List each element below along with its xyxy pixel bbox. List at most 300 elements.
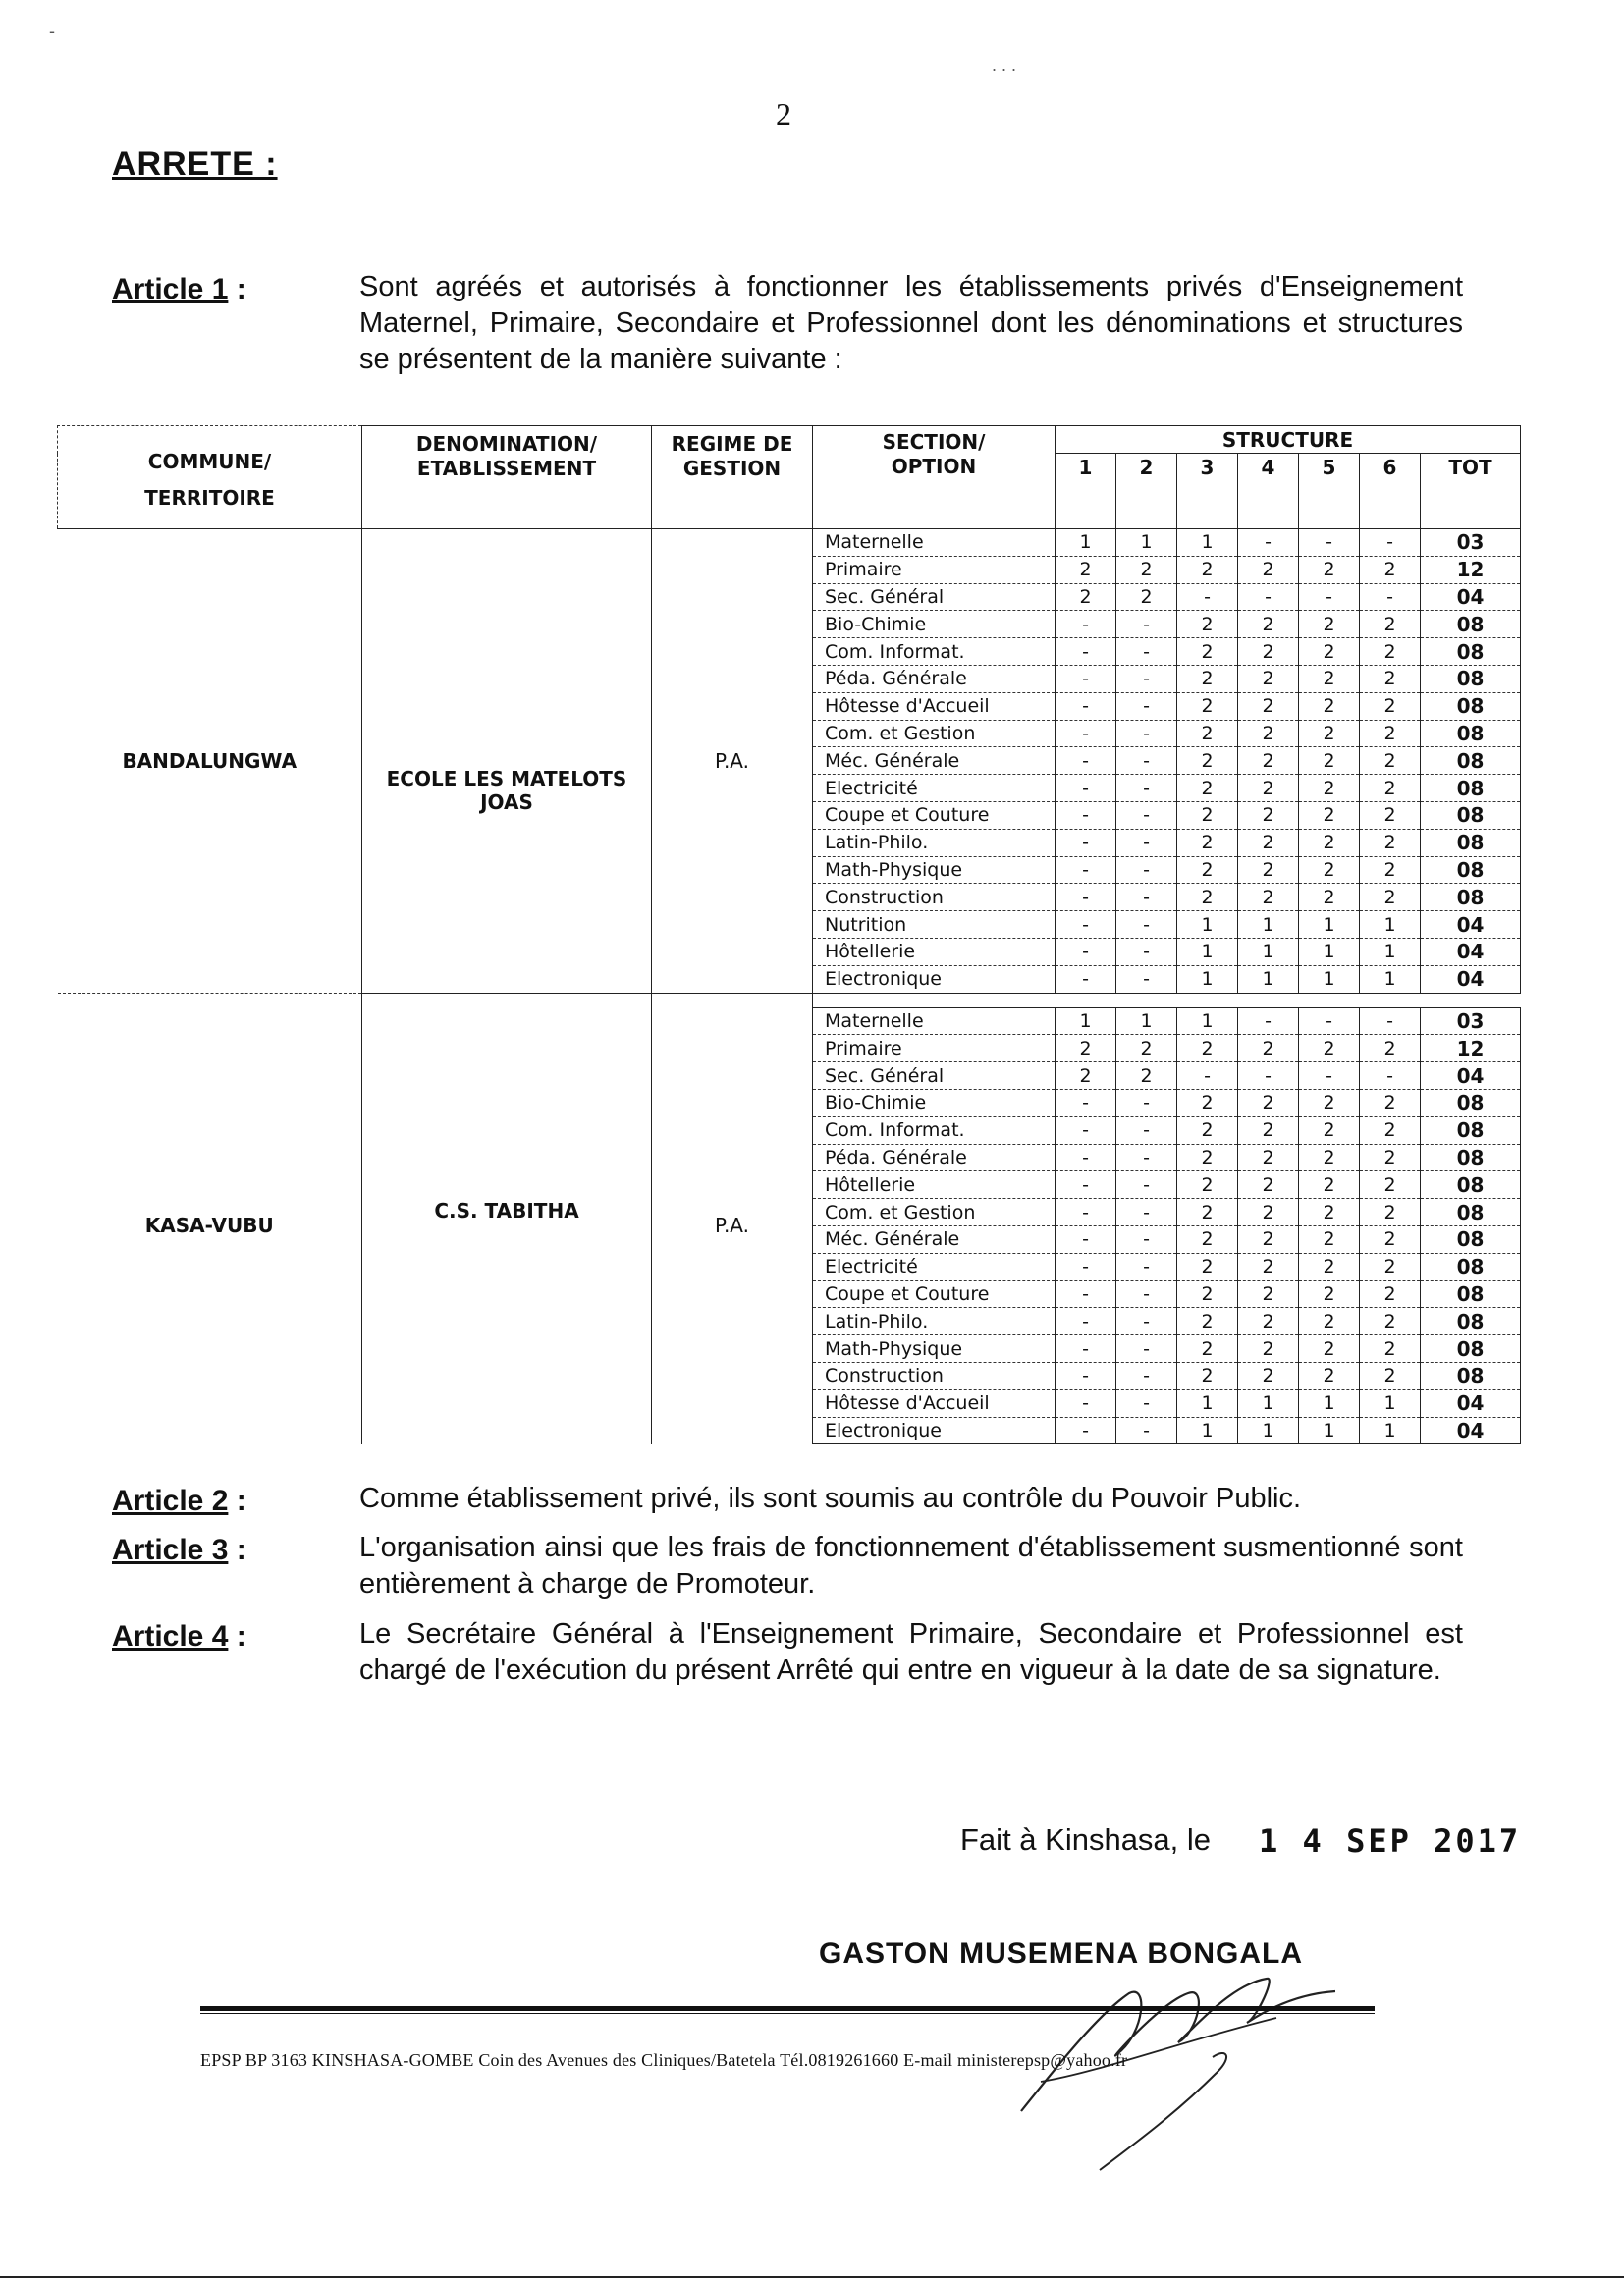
school-name-cell	[362, 1007, 652, 1444]
separator-cell	[1177, 993, 1238, 1007]
grade-1-cell: -	[1056, 638, 1116, 666]
section-option-cell: Electronique	[813, 1417, 1056, 1444]
separator-cell	[1056, 993, 1116, 1007]
grade-3-cell: 2	[1177, 1280, 1238, 1308]
grade-5-cell: 2	[1299, 692, 1360, 720]
grade-3-cell: 2	[1177, 665, 1238, 692]
grade-1-cell: 2	[1056, 583, 1116, 611]
regime-cell: P.A.	[652, 529, 813, 994]
grade-6-cell: -	[1360, 1062, 1421, 1090]
grade-1-cell: -	[1056, 884, 1116, 911]
section-option-cell: Méc. Générale	[813, 1225, 1056, 1253]
section-option-cell: Maternelle	[813, 1007, 1056, 1035]
header-grade-3: 3	[1177, 454, 1238, 529]
grade-4-cell: 2	[1238, 611, 1299, 638]
grade-3-cell: 2	[1177, 1199, 1238, 1226]
grade-5-cell: 2	[1299, 856, 1360, 884]
grade-6-cell: 1	[1360, 911, 1421, 939]
article-3-text: L'organisation ainsi que les frais de fonctionnement d'établissement susmentionné sont entièrement à charge de Promoteur.	[359, 1532, 1463, 1600]
school-name-line: ECOLE LES MATELOTS	[386, 766, 627, 790]
grade-2-cell: 1	[1116, 1007, 1177, 1035]
total-cell: 08	[1421, 884, 1521, 911]
grade-6-cell: 2	[1360, 1362, 1421, 1389]
grade-6-cell: 2	[1360, 856, 1421, 884]
grade-5-cell: 2	[1299, 747, 1360, 775]
commune-cell: BANDALUNGWA	[58, 529, 362, 994]
grade-2-cell: -	[1116, 1225, 1177, 1253]
grade-4-cell: 1	[1238, 1389, 1299, 1417]
grade-2-cell: -	[1116, 1199, 1177, 1226]
grade-4-cell: 2	[1238, 856, 1299, 884]
grade-4-cell: -	[1238, 583, 1299, 611]
grade-5-cell: 2	[1299, 1362, 1360, 1389]
grade-5-cell: 2	[1299, 1171, 1360, 1199]
grade-5-cell: 2	[1299, 829, 1360, 856]
section-option-cell: Méc. Générale	[813, 747, 1056, 775]
grade-3-cell: 2	[1177, 720, 1238, 747]
table-body	[58, 529, 1521, 1444]
grade-3-cell: 1	[1177, 1007, 1238, 1035]
grade-1-cell: -	[1056, 1280, 1116, 1308]
article-4-text: Le Secrétaire Général à l'Enseignement Primaire, Secondaire et Professionnel est chargé de l'exécution du présent Arrêté qui entre en vigueur à la date de sa signature.	[359, 1618, 1463, 1686]
total-cell: 03	[1421, 1007, 1521, 1035]
grade-1-cell: -	[1056, 1335, 1116, 1363]
grade-5-cell: 2	[1299, 775, 1360, 802]
school-name-cell	[362, 529, 652, 994]
grade-4-cell: 2	[1238, 556, 1299, 583]
total-cell: 08	[1421, 611, 1521, 638]
header-section: SECTION/ OPTION	[813, 426, 1056, 529]
separator-cell	[1299, 993, 1360, 1007]
article-2-label: Article 2 :	[112, 1485, 246, 1517]
grade-3-cell: 1	[1177, 911, 1238, 939]
total-cell: 08	[1421, 1144, 1521, 1171]
table-row	[58, 529, 1521, 557]
grade-6-cell: 2	[1360, 1116, 1421, 1144]
grade-2-cell: -	[1116, 856, 1177, 884]
article-4-label: Article 4 :	[112, 1620, 246, 1653]
grade-4-cell: 1	[1238, 965, 1299, 993]
grade-4-cell: 2	[1238, 1308, 1299, 1335]
total-cell: 12	[1421, 1035, 1521, 1062]
section-option-cell: Sec. Général	[813, 583, 1056, 611]
grade-5-cell: 2	[1299, 611, 1360, 638]
total-cell: 08	[1421, 692, 1521, 720]
grade-6-cell: 2	[1360, 1035, 1421, 1062]
header-commune: COMMUNE/ TERRITOIRE	[58, 426, 362, 529]
grade-3-cell: 2	[1177, 1035, 1238, 1062]
section-option-cell: Coupe et Couture	[813, 1280, 1056, 1308]
grade-6-cell: -	[1360, 583, 1421, 611]
grade-5-cell: 2	[1299, 1144, 1360, 1171]
total-cell: 08	[1421, 1116, 1521, 1144]
total-cell: 08	[1421, 1171, 1521, 1199]
separator-cell	[813, 993, 1056, 1007]
grade-1-cell: -	[1056, 611, 1116, 638]
grade-1-cell: -	[1056, 801, 1116, 829]
total-cell: 04	[1421, 938, 1521, 965]
header-grade-1: 1	[1056, 454, 1116, 529]
grade-4-cell: 1	[1238, 938, 1299, 965]
grade-6-cell: 2	[1360, 1308, 1421, 1335]
grade-3-cell: 2	[1177, 611, 1238, 638]
separator-cell	[1238, 993, 1299, 1007]
school-name-line: C.S. TABITHA	[434, 1199, 579, 1223]
separator-cell	[1360, 993, 1421, 1007]
section-option-cell: Primaire	[813, 1035, 1056, 1062]
separator-cell	[362, 993, 652, 1007]
section-option-cell: Hôtellerie	[813, 1171, 1056, 1199]
grade-3-cell: 1	[1177, 1389, 1238, 1417]
section-option-cell: Maternelle	[813, 529, 1056, 557]
grade-5-cell: -	[1299, 583, 1360, 611]
grade-6-cell: 2	[1360, 692, 1421, 720]
grade-3-cell: 1	[1177, 965, 1238, 993]
total-cell: 08	[1421, 801, 1521, 829]
grade-2-cell: -	[1116, 965, 1177, 993]
grade-3-cell: 2	[1177, 775, 1238, 802]
grade-2-cell: 2	[1116, 1035, 1177, 1062]
grade-4-cell: 2	[1238, 829, 1299, 856]
total-cell: 04	[1421, 1417, 1521, 1444]
total-cell: 08	[1421, 1089, 1521, 1116]
grade-1-cell: 1	[1056, 1007, 1116, 1035]
total-cell: 04	[1421, 1062, 1521, 1090]
grade-6-cell: 2	[1360, 775, 1421, 802]
total-cell: 08	[1421, 747, 1521, 775]
grade-4-cell: 2	[1238, 665, 1299, 692]
grade-4-cell: 2	[1238, 1362, 1299, 1389]
grade-4-cell: 2	[1238, 747, 1299, 775]
grade-4-cell: -	[1238, 1007, 1299, 1035]
grade-4-cell: 2	[1238, 1171, 1299, 1199]
grade-2-cell: -	[1116, 1171, 1177, 1199]
grade-4-cell: 2	[1238, 1035, 1299, 1062]
grade-6-cell: 2	[1360, 1144, 1421, 1171]
grade-3-cell: 2	[1177, 1253, 1238, 1280]
grade-1-cell: -	[1056, 665, 1116, 692]
section-option-cell: Péda. Générale	[813, 665, 1056, 692]
section-option-cell: Hôtesse d'Accueil	[813, 692, 1056, 720]
article-3-label: Article 3 :	[112, 1534, 246, 1566]
header-grade-2: 2	[1116, 454, 1177, 529]
decree-heading: ARRETE :	[112, 145, 278, 183]
grade-3-cell: 1	[1177, 1417, 1238, 1444]
grade-5-cell: 2	[1299, 1280, 1360, 1308]
school-name-line: JOAS	[480, 789, 533, 814]
grade-4-cell: 2	[1238, 720, 1299, 747]
grade-1-cell: -	[1056, 1171, 1116, 1199]
section-option-cell: Hôtellerie	[813, 938, 1056, 965]
grade-1-cell: -	[1056, 1144, 1116, 1171]
grade-3-cell: 1	[1177, 938, 1238, 965]
grade-1-cell: -	[1056, 1253, 1116, 1280]
total-cell: 08	[1421, 829, 1521, 856]
total-cell: 04	[1421, 1389, 1521, 1417]
section-option-cell: Construction	[813, 884, 1056, 911]
grade-5-cell: -	[1299, 1062, 1360, 1090]
grade-5-cell: 2	[1299, 1308, 1360, 1335]
grade-2-cell: -	[1116, 1308, 1177, 1335]
section-option-cell: Hôtesse d'Accueil	[813, 1389, 1056, 1417]
grade-3-cell: 2	[1177, 1225, 1238, 1253]
grade-1-cell: -	[1056, 1417, 1116, 1444]
total-cell: 08	[1421, 638, 1521, 666]
place-date-text: Fait à Kinshasa, le	[960, 1822, 1212, 1857]
total-cell: 08	[1421, 1335, 1521, 1363]
grade-3-cell: 2	[1177, 1116, 1238, 1144]
total-cell: 03	[1421, 529, 1521, 557]
total-cell: 08	[1421, 1280, 1521, 1308]
grade-4-cell: -	[1238, 529, 1299, 557]
grade-2-cell: -	[1116, 638, 1177, 666]
grade-4-cell: 2	[1238, 1199, 1299, 1226]
total-cell: 04	[1421, 583, 1521, 611]
grade-5-cell: 2	[1299, 1253, 1360, 1280]
table-row	[58, 1007, 1521, 1035]
grade-1-cell: -	[1056, 829, 1116, 856]
header-denomination: DENOMINATION/ ETABLISSEMENT	[362, 426, 652, 529]
total-cell: 08	[1421, 856, 1521, 884]
grade-6-cell: 2	[1360, 556, 1421, 583]
grade-2-cell: -	[1116, 692, 1177, 720]
grade-1-cell: 1	[1056, 529, 1116, 557]
grade-6-cell: 1	[1360, 1389, 1421, 1417]
grade-3-cell: 2	[1177, 747, 1238, 775]
article-1-label: Article 1 :	[112, 273, 246, 305]
grade-5-cell: 2	[1299, 1116, 1360, 1144]
section-option-cell: Com. Informat.	[813, 638, 1056, 666]
grade-4-cell: 2	[1238, 1335, 1299, 1363]
grade-1-cell: -	[1056, 1089, 1116, 1116]
grade-5-cell: 1	[1299, 1389, 1360, 1417]
grade-1-cell: 2	[1056, 1062, 1116, 1090]
section-option-cell: Coupe et Couture	[813, 801, 1056, 829]
grade-3-cell: 1	[1177, 529, 1238, 557]
grade-6-cell: 2	[1360, 801, 1421, 829]
grade-4-cell: 1	[1238, 911, 1299, 939]
grade-2-cell: -	[1116, 938, 1177, 965]
grade-2-cell: -	[1116, 884, 1177, 911]
grade-4-cell: 2	[1238, 692, 1299, 720]
grade-4-cell: 2	[1238, 1089, 1299, 1116]
grade-6-cell: 2	[1360, 611, 1421, 638]
grade-2-cell: -	[1116, 720, 1177, 747]
header-grade-6: 6	[1360, 454, 1421, 529]
article-2-text: Comme établissement privé, ils sont soumis au contrôle du Pouvoir Public.	[359, 1483, 1302, 1514]
grade-1-cell: -	[1056, 1389, 1116, 1417]
grade-6-cell: 2	[1360, 1171, 1421, 1199]
section-option-cell: Primaire	[813, 556, 1056, 583]
grade-5-cell: 2	[1299, 638, 1360, 666]
grade-2-cell: 2	[1116, 583, 1177, 611]
grade-3-cell: 2	[1177, 638, 1238, 666]
page-bottom-edge	[0, 2276, 1624, 2278]
header-grade-4: 4	[1238, 454, 1299, 529]
grade-6-cell: 1	[1360, 965, 1421, 993]
grade-6-cell: 2	[1360, 829, 1421, 856]
section-option-cell: Sec. Général	[813, 1062, 1056, 1090]
grade-4-cell: 1	[1238, 1417, 1299, 1444]
grade-5-cell: -	[1299, 1007, 1360, 1035]
section-option-cell: Com. Informat.	[813, 1116, 1056, 1144]
total-cell: 12	[1421, 556, 1521, 583]
grade-3-cell: 2	[1177, 1308, 1238, 1335]
grade-4-cell: -	[1238, 1062, 1299, 1090]
footer-rule	[200, 2006, 1375, 2011]
grade-4-cell: 2	[1238, 1144, 1299, 1171]
grade-3-cell: 2	[1177, 801, 1238, 829]
grade-3-cell: 2	[1177, 1144, 1238, 1171]
grade-3-cell: 2	[1177, 1362, 1238, 1389]
grade-2-cell: 1	[1116, 529, 1177, 557]
grade-1-cell: -	[1056, 938, 1116, 965]
grade-4-cell: 2	[1238, 775, 1299, 802]
grade-6-cell: 2	[1360, 1089, 1421, 1116]
grade-1-cell: -	[1056, 1308, 1116, 1335]
grade-5-cell: 1	[1299, 965, 1360, 993]
section-option-cell: Electricité	[813, 775, 1056, 802]
grade-2-cell: -	[1116, 775, 1177, 802]
total-cell: 08	[1421, 720, 1521, 747]
separator-cell	[652, 993, 813, 1007]
grade-1-cell: -	[1056, 775, 1116, 802]
grade-6-cell: 2	[1360, 1335, 1421, 1363]
grade-1-cell: -	[1056, 692, 1116, 720]
grade-6-cell: 2	[1360, 747, 1421, 775]
grade-2-cell: -	[1116, 1417, 1177, 1444]
header-structure: STRUCTURE	[1056, 426, 1521, 454]
grade-2-cell: -	[1116, 1116, 1177, 1144]
grade-3-cell: 2	[1177, 884, 1238, 911]
grade-1-cell: 2	[1056, 1035, 1116, 1062]
grade-2-cell: -	[1116, 1335, 1177, 1363]
grade-2-cell: -	[1116, 1253, 1177, 1280]
header-regime: REGIME DE GESTION	[652, 426, 813, 529]
grade-2-cell: -	[1116, 1362, 1177, 1389]
separator-cell	[1116, 993, 1177, 1007]
separator-cell	[1421, 993, 1521, 1007]
scan-speck: . . .	[992, 55, 1017, 75]
grade-6-cell: 2	[1360, 1280, 1421, 1308]
grade-1-cell: -	[1056, 1225, 1116, 1253]
total-cell: 08	[1421, 1308, 1521, 1335]
grade-6-cell: 1	[1360, 1417, 1421, 1444]
grade-2-cell: -	[1116, 1389, 1177, 1417]
grade-3-cell: 2	[1177, 556, 1238, 583]
grade-2-cell: -	[1116, 611, 1177, 638]
grade-1-cell: -	[1056, 747, 1116, 775]
grade-2-cell: -	[1116, 665, 1177, 692]
stamped-date: 1 4 SEP 2017	[1259, 1822, 1522, 1860]
grade-5-cell: 1	[1299, 938, 1360, 965]
grade-6-cell: -	[1360, 1007, 1421, 1035]
grade-5-cell: 1	[1299, 1417, 1360, 1444]
total-cell: 04	[1421, 911, 1521, 939]
grade-5-cell: 2	[1299, 1089, 1360, 1116]
section-option-cell: Construction	[813, 1362, 1056, 1389]
grade-2-cell: -	[1116, 1089, 1177, 1116]
grade-1-cell: -	[1056, 856, 1116, 884]
grade-3-cell: 2	[1177, 692, 1238, 720]
grade-4-cell: 2	[1238, 801, 1299, 829]
grade-1-cell: -	[1056, 1116, 1116, 1144]
grade-1-cell: 2	[1056, 556, 1116, 583]
grade-3-cell: 2	[1177, 1171, 1238, 1199]
grade-4-cell: 2	[1238, 884, 1299, 911]
total-cell: 08	[1421, 1225, 1521, 1253]
group-separator	[58, 993, 1521, 1007]
grade-2-cell: -	[1116, 829, 1177, 856]
grade-1-cell: -	[1056, 911, 1116, 939]
grade-4-cell: 2	[1238, 1280, 1299, 1308]
grade-5-cell: 2	[1299, 884, 1360, 911]
grade-5-cell: 2	[1299, 1225, 1360, 1253]
footer-address: EPSP BP 3163 KINSHASA-GOMBE Coin des Avenues des Cliniques/Batetela Tél.0819261660 E-mail ministerepsp@yahoo.fr	[200, 2050, 1128, 2070]
grade-6-cell: 2	[1360, 720, 1421, 747]
grade-1-cell: -	[1056, 720, 1116, 747]
header-grade-5: 5	[1299, 454, 1360, 529]
grade-5-cell: 2	[1299, 665, 1360, 692]
grade-3-cell: 2	[1177, 829, 1238, 856]
grade-2-cell: -	[1116, 801, 1177, 829]
section-option-cell: Latin-Philo.	[813, 1308, 1056, 1335]
footer-rule-thin	[200, 2013, 1375, 2014]
grade-5-cell: 1	[1299, 911, 1360, 939]
section-option-cell: Math-Physique	[813, 856, 1056, 884]
section-option-cell: Com. et Gestion	[813, 1199, 1056, 1226]
grade-2-cell: 2	[1116, 556, 1177, 583]
grade-5-cell: 2	[1299, 556, 1360, 583]
schools-structure-table	[57, 425, 1521, 1444]
commune-cell: KASA-VUBU	[58, 1007, 362, 1444]
grade-5-cell: 2	[1299, 1035, 1360, 1062]
grade-3-cell: 2	[1177, 1335, 1238, 1363]
grade-2-cell: -	[1116, 911, 1177, 939]
total-cell: 08	[1421, 1362, 1521, 1389]
grade-2-cell: -	[1116, 1144, 1177, 1171]
grade-6-cell: 2	[1360, 1253, 1421, 1280]
grade-6-cell: 2	[1360, 1225, 1421, 1253]
grade-6-cell: 2	[1360, 638, 1421, 666]
section-option-cell: Nutrition	[813, 911, 1056, 939]
grade-3-cell: 2	[1177, 1089, 1238, 1116]
grade-4-cell: 2	[1238, 1253, 1299, 1280]
grade-4-cell: 2	[1238, 1225, 1299, 1253]
total-cell: 08	[1421, 1253, 1521, 1280]
grade-1-cell: -	[1056, 1199, 1116, 1226]
grade-3-cell: -	[1177, 1062, 1238, 1090]
separator-cell	[58, 993, 362, 1007]
grade-3-cell: 2	[1177, 856, 1238, 884]
grade-5-cell: -	[1299, 529, 1360, 557]
section-option-cell: Péda. Générale	[813, 1144, 1056, 1171]
grade-5-cell: 2	[1299, 720, 1360, 747]
section-option-cell: Math-Physique	[813, 1335, 1056, 1363]
grade-6-cell: -	[1360, 529, 1421, 557]
signatory-name: GASTON MUSEMENA BONGALA	[819, 1937, 1304, 1970]
section-option-cell: Latin-Philo.	[813, 829, 1056, 856]
grade-6-cell: 2	[1360, 665, 1421, 692]
section-option-cell: Bio-Chimie	[813, 611, 1056, 638]
section-option-cell: Electronique	[813, 965, 1056, 993]
regime-cell: P.A.	[652, 1007, 813, 1444]
grade-1-cell: -	[1056, 965, 1116, 993]
grade-6-cell: 2	[1360, 1199, 1421, 1226]
total-cell: 08	[1421, 775, 1521, 802]
scan-speck: -	[49, 22, 55, 41]
grade-2-cell: -	[1116, 747, 1177, 775]
